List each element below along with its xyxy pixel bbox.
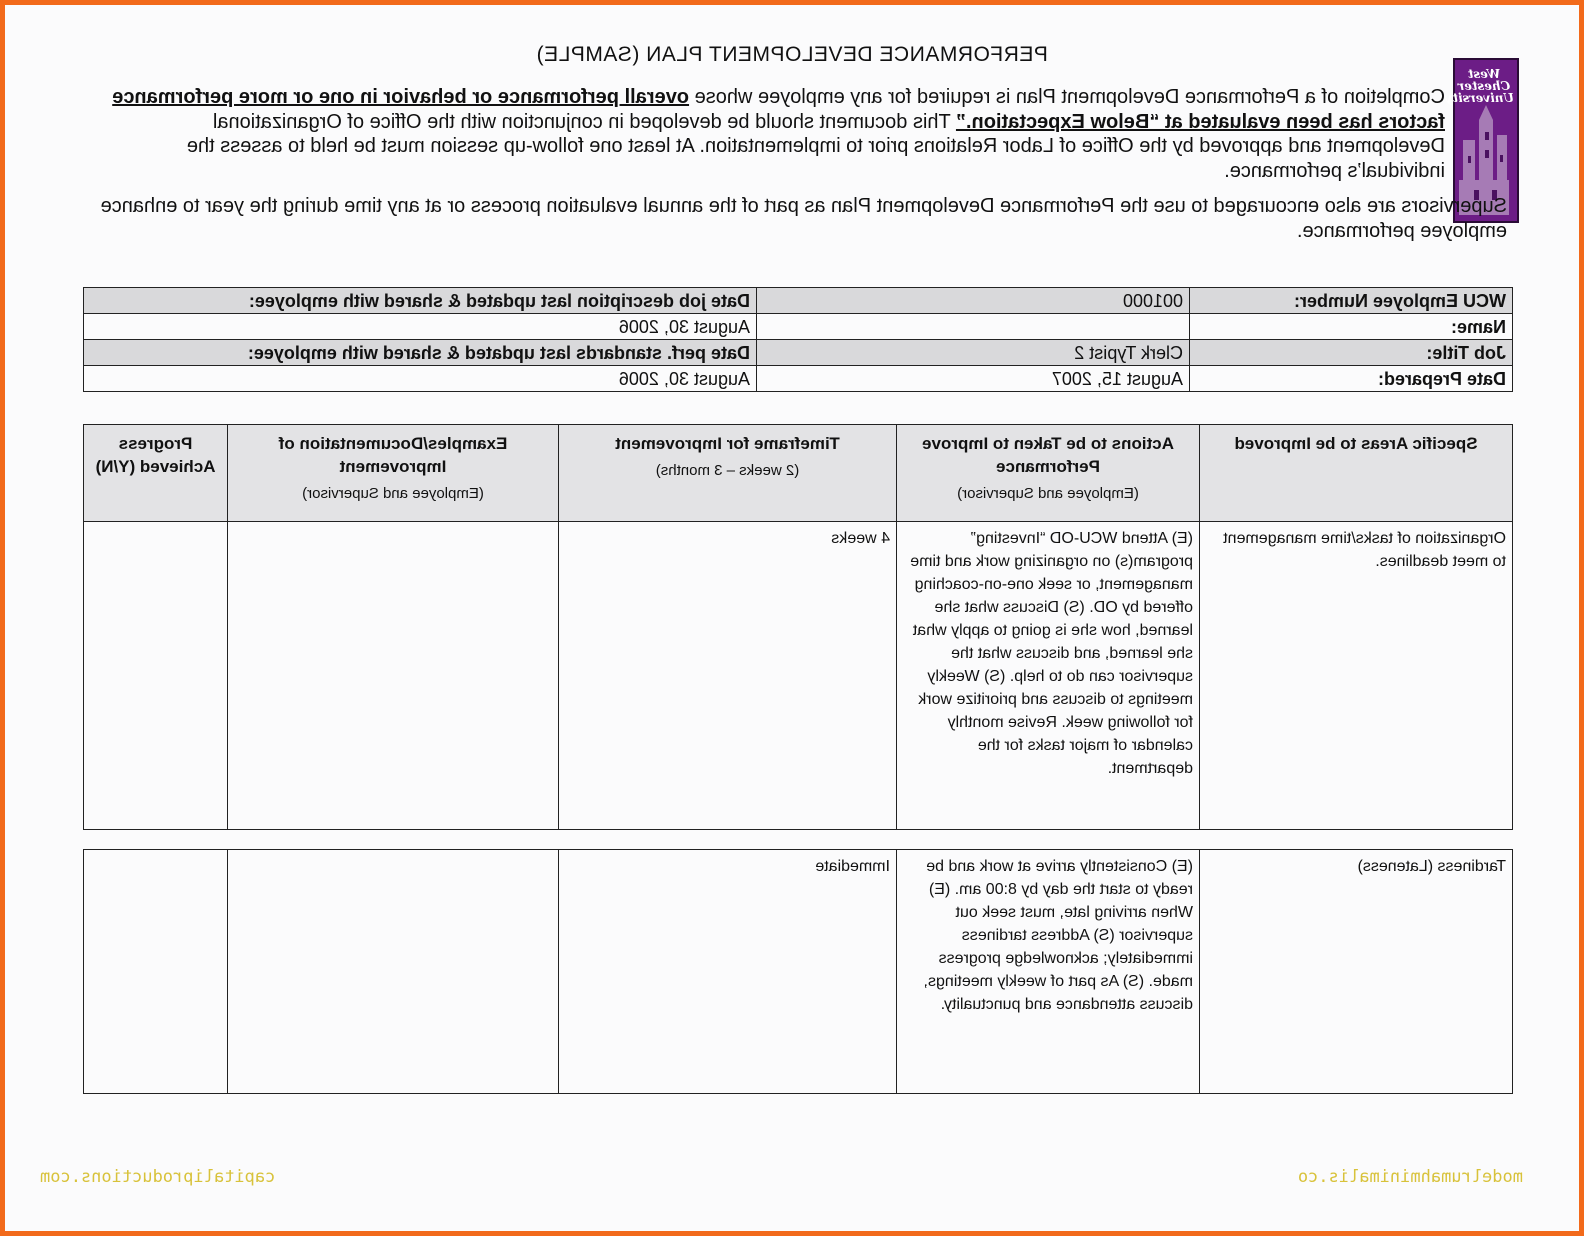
- intro-paragraph-1: Completion of a Performance Development Plan is required for any employee whose overall performance or behavior in one or more performance factors has been evaluated at “Below Expectation.” This document should be developed in conjunction with the Office of Organizational Development and approved by the Office of Labor Relations prior to implementation. At least one follow-up session must be held to assess the individual’s performance.: [112, 86, 1445, 182]
- area-cell: Tardiness (Lateness): [1200, 850, 1513, 1094]
- timeframe-header: Timeframe for Improvement (2 weeks – 3 months): [559, 425, 897, 522]
- intro-section: [93, 85, 1507, 254]
- employee-number-label: WCU Employee Number:: [1190, 288, 1513, 314]
- mirrored-document: [5, 5, 1579, 1231]
- timeframe-cell: 4 weeks: [559, 522, 897, 830]
- timeframe-cell: Immediate: [559, 850, 897, 1094]
- employee-number-value: 001000: [757, 288, 1190, 314]
- table-row: [84, 522, 1513, 830]
- job-description-date-label: Date job description last updated & shared with employee:: [84, 288, 757, 314]
- perf-standards-date-label: Date perf. standards last updated & shared with employee:: [84, 340, 757, 366]
- perf-standards-date-value: August 30, 2006: [84, 366, 757, 392]
- examples-header: Examples/Documentation of Improvement (Employee and Supervisor): [228, 425, 559, 522]
- actions-cell: (E) Attend WCU-OD “Investing” program(s) on organizing work and time management, or seek one-on-coaching offered by OD. (S) Discuss what she learned, how she is going to apply what she learned, and discuss what the supervisor can do to help. (S) Weekly meetings to discuss and prioritize work for following week. Revise monthly calendar of major tasks for the department.: [897, 522, 1200, 830]
- page-title: PERFORMANCE DEVELOPMENT PLAN (SAMPLE): [536, 43, 1048, 66]
- date-prepared-value: August 15, 2007: [757, 366, 1190, 392]
- job-title-label: Job Title:: [1190, 340, 1513, 366]
- watermark-right: capitaliproductions.com: [40, 1167, 276, 1187]
- intro-paragraph-2: Supervisors are also encouraged to use the Performance Development Plan as part of the annual evaluation process or at any time during the year to enhance employee performance.: [100, 195, 1507, 242]
- progress-cell: [84, 850, 228, 1094]
- job-title-value: Clerk Typist 2: [757, 340, 1190, 366]
- info-row: [84, 366, 1513, 392]
- improvement-plan-table: [83, 424, 1513, 830]
- info-row: [84, 314, 1513, 340]
- info-row: [84, 340, 1513, 366]
- improvement-plan-table-2: [83, 849, 1513, 1094]
- examples-cell: [228, 522, 559, 830]
- actions-cell: (E) Consistently arrive at work and be ready to start the day by 8:00 am. (E) When arriving late, must seek out supervisor (S) Address tardiness immediately; acknowledge progress made. (S) As part of weekly meetings, discuss attendance and punctuality.: [897, 850, 1200, 1094]
- areas-header: Specific Areas to be Improved: [1200, 425, 1513, 522]
- examples-cell: [228, 850, 559, 1094]
- plan-header-row: [84, 425, 1513, 522]
- progress-header: Progress Achieved (Y/N): [84, 425, 228, 522]
- employee-info-table: [83, 287, 1513, 392]
- watermark-left: modelrumahminimalis.co: [1297, 1167, 1523, 1187]
- date-prepared-label: Date Prepared:: [1190, 366, 1513, 392]
- info-row: [84, 288, 1513, 314]
- job-description-date-value: August 30, 2006: [84, 314, 757, 340]
- area-cell: Organization of tasks/time management to meet deadlines.: [1200, 522, 1513, 830]
- progress-cell: [84, 522, 228, 830]
- logo-text: West Chester University: [1445, 67, 1514, 105]
- actions-header: Actions to be Taken to Improve Performance (Employee and Supervisor): [897, 425, 1200, 522]
- name-value: [757, 314, 1190, 340]
- table-row: [84, 850, 1513, 1094]
- name-label: Name:: [1190, 314, 1513, 340]
